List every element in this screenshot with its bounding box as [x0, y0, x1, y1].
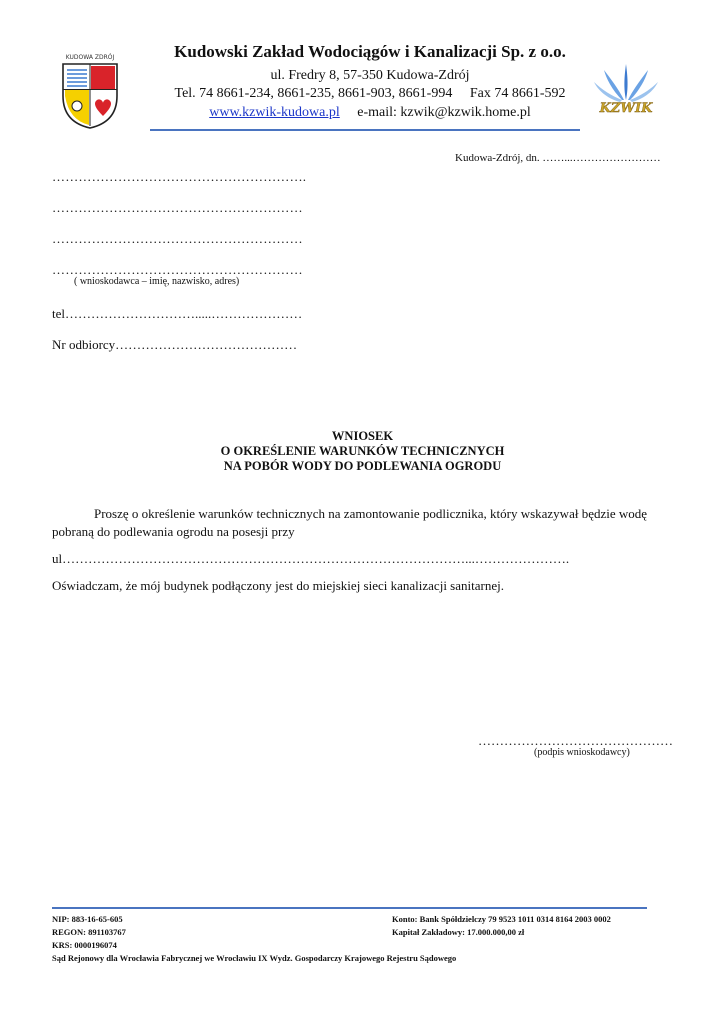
kzwik-logo-icon — [590, 60, 662, 118]
applicant-note: ( wnioskodawca – imię, nazwisko, adres) — [74, 276, 240, 287]
footer-divider — [52, 907, 647, 909]
footer-court: Sąd Rejonowy dla Wrocławia Fabrycznej we Wrocławiu IX Wydz. Gospodarczy Krajowego Rejestru Sądowego — [52, 953, 457, 963]
document-subtitle-1: O OKREŚLENIE WARUNKÓW TECHNICZNYCH — [220, 444, 505, 458]
footer-krs: KRS: 0000196074 — [52, 940, 117, 950]
signature-label: (podpis wnioskodawcy) — [534, 747, 630, 758]
document-subtitle-2: NA POBÓR WODY DO PODLEWANIA OGRODU — [223, 459, 502, 473]
company-email: e-mail: kzwik@kzwik.home.pl — [357, 105, 531, 120]
street-field: ul…………………………………………………………………………………...…………………. — [52, 551, 570, 566]
header-divider — [150, 129, 580, 131]
footer-bank-account: Konto: Bank Spółdzielczy 79 9523 1011 0314 8164 2003 0002 — [392, 914, 611, 924]
applicant-line-3: ………………………………………………… — [52, 231, 303, 246]
signature-line: ……………………………………… — [478, 733, 673, 748]
date-line: Kudowa-Zdrój, dn. ……...…………………… — [455, 152, 661, 164]
applicant-line-1: …………………………………………………. — [52, 169, 307, 184]
company-phones: Tel. 74 8661-234, 8661-235, 8661-903, 8661-994 — [174, 86, 453, 101]
company-name: Kudowski Zakład Wodociągów i Kanalizacji Sp. z o.o. — [174, 42, 566, 61]
phone-field: tel………………………….....………………… — [52, 306, 303, 321]
kudowa-coat-of-arms-icon — [55, 50, 125, 130]
logo-text: KZWIK — [599, 101, 653, 116]
company-fax: Fax 74 8661-592 — [469, 86, 566, 101]
svg-text:KUDOWA ZDRÓJ: KUDOWA ZDRÓJ — [65, 54, 115, 61]
footer-regon: REGON: 891103767 — [52, 927, 126, 937]
footer-nip: NIP: 883-16-65-605 — [52, 914, 123, 924]
applicant-line-2: ………………………………………………… — [52, 200, 303, 215]
website-link[interactable]: www.kzwik-kudowa.pl — [209, 105, 340, 120]
company-contacts — [150, 86, 590, 102]
footer-capital: Kapitał Zakładowy: 17.000.000,00 zł — [392, 927, 525, 937]
request-paragraph: Proszę o określenie warunków technicznych na zamontowanie podlicznika, który wskazywał będzie wodę pobraną do podlewania ogrodu na posesji przy — [52, 506, 648, 539]
declaration-text: Oświadczam, że mój budynek podłączony jest do miejskiej sieci kanalizacji sanitarnej. — [52, 578, 504, 593]
applicant-line-4: ………………………………………………… — [52, 262, 303, 277]
customer-number-field: Nr odbiorcy…………………………………… — [52, 337, 298, 352]
company-web — [150, 105, 590, 121]
company-address: ul. Fredry 8, 57-350 Kudowa-Zdrój — [270, 68, 470, 83]
document-title: WNIOSEK — [331, 429, 394, 443]
